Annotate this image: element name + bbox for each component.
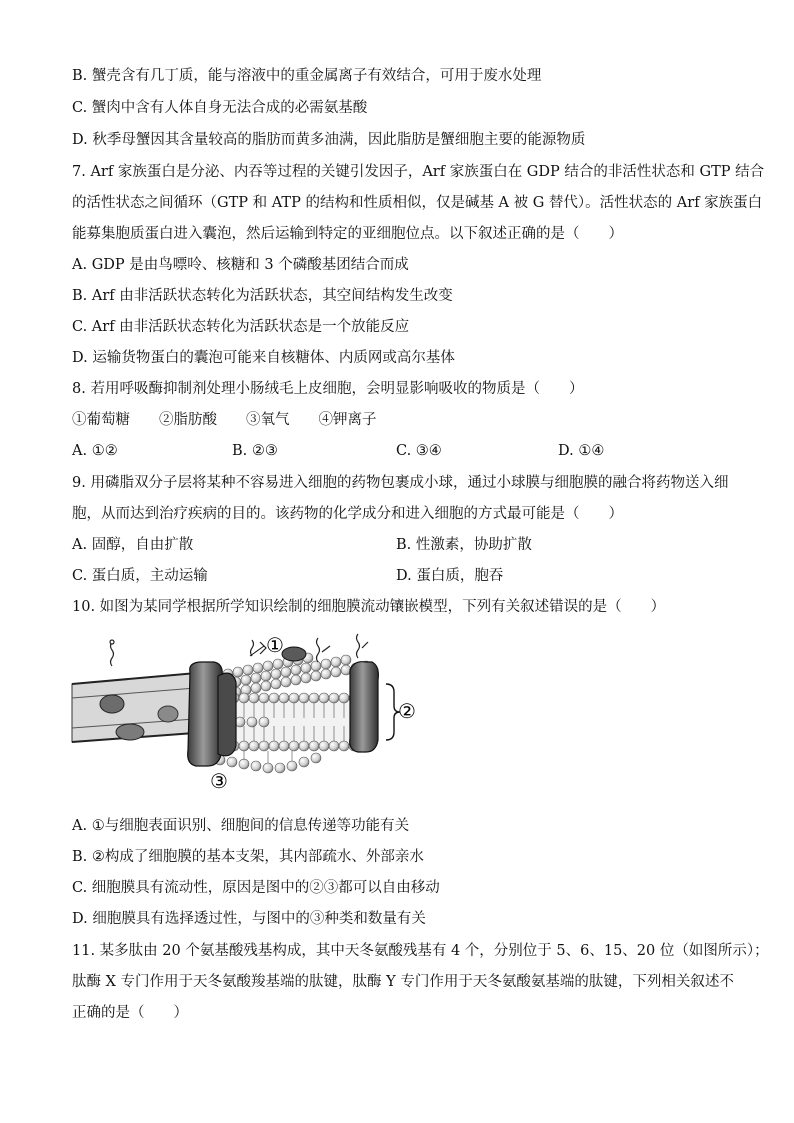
q8-option-c: C. ③④	[396, 443, 442, 459]
label-2: ②	[398, 699, 416, 723]
q11-stem-line-1: 11. 某多肽由 20 个氨基酸残基构成，其中天冬氨酸残基有 4 个，分别位于 5、6、15、20 位（如图所示）；	[72, 943, 769, 959]
q7-stem-line-3: 能募集胞质蛋白进入囊泡，然后运输到特定的亚细胞位点。以下叙述正确的是（ ）	[72, 226, 623, 242]
q7-option-b: B. Arf 由非活跃状态转化为活跃状态，其空间结构发生改变	[72, 288, 453, 304]
q7-stem-line-1: 7. Arf 家族蛋白是分泌、内吞等过程的关键引发因子，Arf 家族蛋白在 GDP 结合的非活性状态和 GTP 结合	[72, 164, 765, 180]
q9-stem-line-1: 9. 用磷脂双分子层将某种不容易进入细胞的药物包裹成小球，通过小球膜与细胞膜的融合将药物送入细	[72, 475, 729, 491]
membrane-band	[72, 672, 208, 742]
q8-option-d: D. ①④	[558, 443, 605, 459]
phospholipid-front-face	[218, 693, 369, 751]
q9-option-c: C. 蛋白质，主动运输	[72, 568, 208, 584]
q7-option-c: C. Arf 由非活跃状态转化为活跃状态是一个放能反应	[72, 319, 410, 335]
q11-stem-line-3: 正确的是（ ）	[72, 1005, 188, 1021]
q10-stem: 10. 如图为某同学根据所学知识绘制的细胞膜流动镶嵌模型，下列有关叙述错误的是（ ）	[72, 599, 666, 615]
peripheral-protein	[282, 647, 306, 661]
q7-stem-line-2: 的活性状态之间循环（GTP 和 ATP 的结构和性质相似，仅是碱基 A 被 G 替代）。活性状态的 Arf 家族蛋白	[72, 195, 763, 211]
q10-option-c: C. 细胞膜具有流动性，原因是图中的②③都可以自由移动	[72, 880, 440, 896]
q9-option-a: A. 固醇，自由扩散	[72, 537, 194, 553]
transmembrane-protein-left	[188, 662, 236, 766]
q9-option-b: B. 性激素，协助扩散	[396, 537, 532, 553]
q6-option-c: C. 蟹肉中含有人体自身无法合成的必需氨基酸	[72, 100, 368, 116]
q7-option-d: D. 运输货物蛋白的囊泡可能来自核糖体、内质网或高尔基体	[72, 350, 455, 366]
transmembrane-protein-right	[350, 662, 379, 752]
q8-option-a: A. ①②	[72, 443, 118, 459]
q10-option-a: A. ①与细胞表面识别、细胞间的信息传递等功能有关	[72, 818, 410, 834]
q6-option-b: B. 蟹壳含有几丁质，能与溶液中的重金属离子有效结合，可用于废水处理	[72, 68, 542, 84]
q10-option-d: D. 细胞膜具有选择透过性，与图中的③种类和数量有关	[72, 911, 426, 927]
label-3: ③	[210, 769, 228, 793]
q9-option-d: D. 蛋白质，胞吞	[396, 568, 504, 584]
q8-stem: 8. 若用呼吸酶抑制剂处理小肠绒毛上皮细胞，会明显影响吸收的物质是（ ）	[72, 381, 584, 397]
cell-membrane-figure	[68, 632, 428, 794]
q7-option-a: A. GDP 是由鸟嘌呤、核糖和 3 个磷酸基团结合而成	[72, 257, 409, 273]
q6-option-d: D. 秋季母蟹因其含量较高的脂肪而黄多油满，因此脂肪是蟹细胞主要的能源物质	[72, 132, 586, 148]
q11-stem-line-2: 肽酶 X 专门作用于天冬氨酸羧基端的肽键，肽酶 Y 专门作用于天冬氨酸氨基端的肽键，下列相关叙述不	[72, 974, 734, 990]
q10-option-b: B. ②构成了细胞膜的基本支架，其内部疏水、外部亲水	[72, 849, 424, 865]
q8-option-b: B. ②③	[232, 443, 278, 459]
q9-stem-line-2: 胞，从而达到治疗疾病的目的。该药物的化学成分和进入细胞的方式最可能是（ ）	[72, 506, 623, 522]
q8-items: ①葡萄糖 ②脂肪酸 ③氧气 ④钾离子	[72, 412, 377, 428]
label-1: ①	[266, 633, 284, 657]
